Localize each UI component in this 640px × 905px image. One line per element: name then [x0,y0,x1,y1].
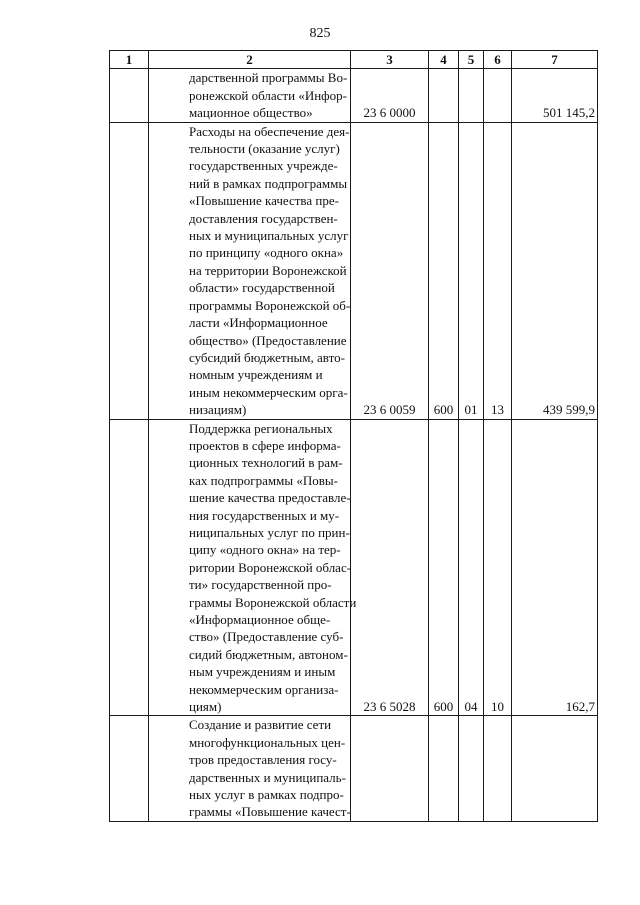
section-cell: 04 [459,419,484,716]
amount-cell [512,716,598,821]
description-line: ных и муниципальных услуг [189,228,349,244]
row-number-cell [110,716,149,821]
description-line: ронежской области «Инфор- [189,87,347,103]
column-header: 7 [512,51,598,69]
column-header: 2 [149,51,351,69]
description-line: ным учреждениям и иным [189,664,336,680]
description-line: на территории Воронежской [189,262,347,278]
target-code-cell: 23 6 5028 [351,419,429,716]
description-line: циям) [189,699,222,715]
amount-cell: 501 145,2 [512,69,598,122]
description-line: ния государственных и му- [189,507,340,523]
description-line: ний в рамках подпрограммы [189,175,348,191]
description-line: шение качества предоставле- [189,490,351,506]
column-header: 3 [351,51,429,69]
description-line: тельности (оказание услуг) [189,141,340,157]
description-cell [149,69,351,122]
description-line: общество» (Предоставление [189,332,347,348]
description-line: Расходы на обеспечение дея- [189,123,350,139]
target-code-cell: 23 6 0059 [351,122,429,419]
description-line: Создание и развитие сети [189,717,332,733]
description-cell [149,419,357,716]
column-header: 1 [110,51,149,69]
description-line: иным некоммерческим орга- [189,384,348,400]
table-row [110,419,598,716]
description-line: государственных учрежде- [189,158,338,174]
description-cell [149,716,351,821]
column-header: 6 [484,51,512,69]
amount-cell: 162,7 [512,419,598,716]
row-number-cell [110,69,149,122]
section-cell [459,716,484,821]
description-line: ках подпрограммы «Повы- [189,472,338,488]
description-line: дарственной программы Во- [189,70,348,86]
table-row [110,122,598,419]
subsection-cell: 10 [484,419,512,716]
description-line: по принципу «одного окна» [189,245,344,261]
budget-table [109,50,598,822]
description-line: проектов в сфере информа- [189,437,341,453]
description-line: ципу «одного окна» на тер- [189,542,341,558]
row-number-cell [110,122,149,419]
subsection-cell: 13 [484,122,512,419]
row-number-cell [110,419,149,716]
expense-type-cell [429,716,459,821]
description-line: мационное общество» [189,105,313,121]
column-header: 4 [429,51,459,69]
description-line: граммы «Повышение качест- [189,804,351,820]
section-cell: 01 [459,122,484,419]
table-body [110,69,598,821]
subsection-cell [484,69,512,122]
amount-cell: 439 599,9 [512,122,598,419]
header-row [110,51,598,69]
target-code-cell: 23 6 0000 [351,69,429,122]
subsection-cell [484,716,512,821]
expense-type-cell [429,69,459,122]
expense-type-cell: 600 [429,122,459,419]
description-line: ти» государственной про- [189,577,332,593]
column-header: 5 [459,51,484,69]
description-line: низациям) [189,402,247,418]
description-line: ство» (Предоставление суб- [189,629,344,645]
description-line: дарственных и муниципаль- [189,769,346,785]
description-line: ционных технологий в рам- [189,455,343,471]
table-row [110,69,598,122]
description-line: ниципальных услуг по прин- [189,524,350,540]
description-line: тров предоставления госу- [189,752,337,768]
description-cell [149,122,351,419]
description-line: Поддержка региональных [189,420,333,436]
description-line: ритории Воронежской облас- [189,559,352,575]
description-line: ласти «Информационное [189,315,328,331]
description-line: программы Воронежской об- [189,297,351,313]
expense-type-cell: 600 [429,419,459,716]
table-row [110,716,598,821]
description-line: области» государственной [189,280,335,296]
description-line: некоммерческим организа- [189,681,339,697]
description-line: субсидий бюджетным, авто- [189,349,345,365]
description-line: сидий бюджетным, автоном- [189,646,348,662]
description-line: «Повышение качества пре- [189,193,339,209]
description-line: многофункциональных цен- [189,734,346,750]
target-code-cell [351,716,429,821]
description-line: ных услуг в рамках подпро- [189,787,344,803]
description-line: номным учреждениям и [189,367,323,383]
page-number: 825 [309,26,331,41]
description-line: «Информационное обще- [189,612,331,627]
section-cell [459,69,484,122]
description-line: доставления государствен- [189,210,338,226]
description-line: граммы Воронежской области [189,594,357,610]
